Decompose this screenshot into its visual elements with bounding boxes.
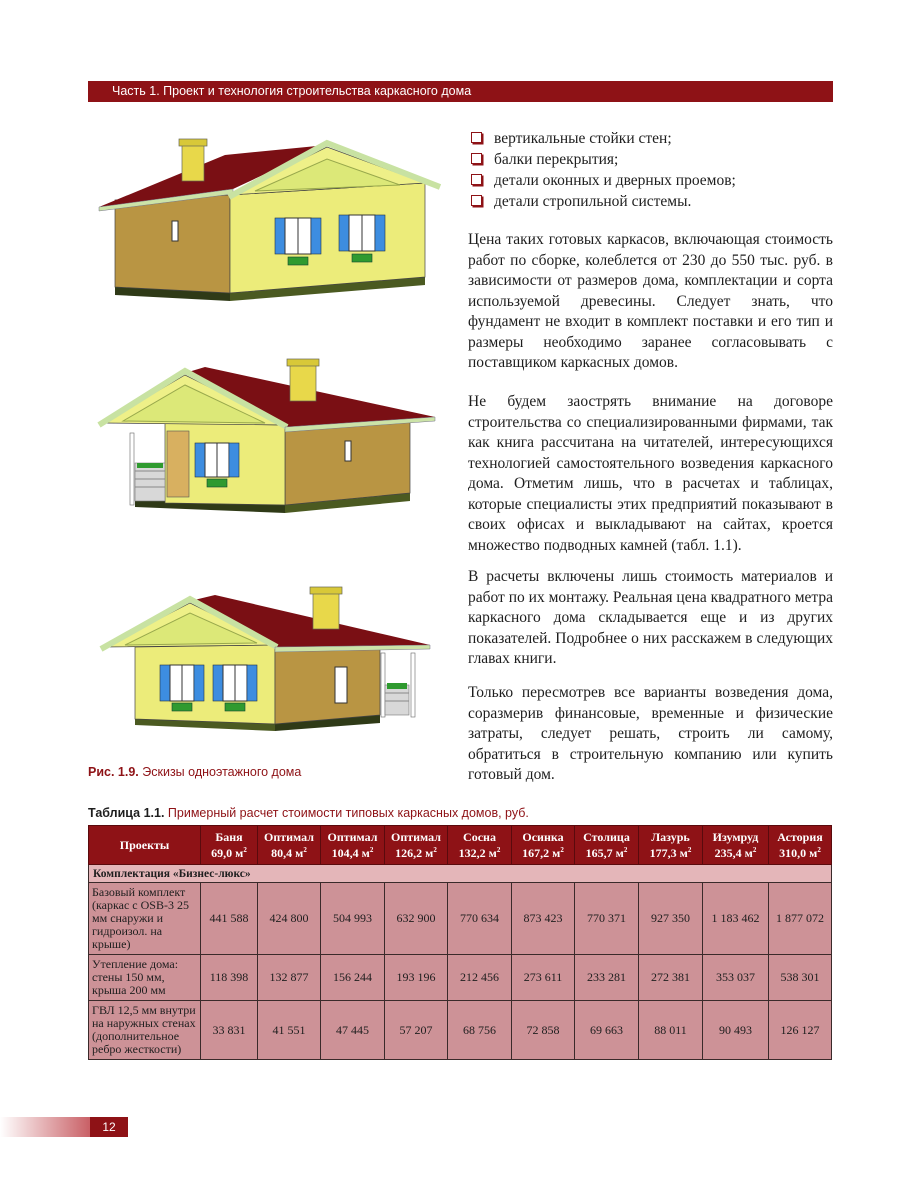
project-area-unit: $м^2$ bbox=[679, 845, 692, 860]
table-header-project bbox=[321, 826, 385, 865]
table-cell: 118 398 bbox=[201, 955, 258, 1001]
table-caption: Таблица 1.1. Примерный расчет стоимости типовых каркасных домов, руб. bbox=[88, 806, 529, 820]
project-area-unit: $м^2$ bbox=[744, 845, 757, 860]
table-cell: 193 196 bbox=[385, 955, 448, 1001]
house-sketch-porch-right bbox=[95, 585, 445, 755]
checkbox-bullet-icon bbox=[471, 132, 482, 143]
list-item: вертикальные стойки стен; bbox=[470, 128, 840, 149]
table-header-project bbox=[512, 826, 575, 865]
list-item: балки перекрытия; bbox=[470, 149, 840, 170]
table-header-project bbox=[258, 826, 321, 865]
table-cell: 69 663 bbox=[575, 1001, 639, 1060]
table-header-row bbox=[89, 826, 832, 865]
figure-caption: Рис. 1.9. Эскизы одноэтажного дома bbox=[88, 765, 302, 779]
table-cell: 873 423 bbox=[512, 883, 575, 955]
table-cell: 1 183 462 bbox=[703, 883, 769, 955]
checkbox-bullet-icon bbox=[471, 195, 482, 206]
project-area: 69,0 bbox=[211, 845, 233, 860]
table-cell: 68 756 bbox=[448, 1001, 512, 1060]
table-cell: 770 371 bbox=[575, 883, 639, 955]
paragraph-price: Цена таких готовых каркасов, включающая стоимость работ по сборке, колеблется от 230 до 550 тыс. руб. в зависимости от размеров дома, комплектации и сорта используемой древесины. Следует знать, что фундамент не входит в комплект поставки и его тип и размеры необходимо заранее согласовывать с поставщиком каркасных домов. bbox=[468, 231, 833, 371]
table-cell: 233 281 bbox=[575, 955, 639, 1001]
table-cell: 41 551 bbox=[258, 1001, 321, 1060]
table-section-row bbox=[89, 865, 832, 883]
table-cell: 632 900 bbox=[385, 883, 448, 955]
project-name: Лазурь bbox=[651, 829, 690, 844]
project-area: 167,2 bbox=[522, 845, 550, 860]
project-area: 80,4 bbox=[271, 845, 293, 860]
table-cell: 212 456 bbox=[448, 955, 512, 1001]
table-row-label: Утепление дома: стены 150 мм, крыша 200 мм bbox=[89, 955, 201, 1001]
table-section-label: Комплектация «Бизнес-люкс» bbox=[89, 865, 832, 883]
project-name: Баня bbox=[215, 829, 243, 844]
project-name: Оптимал bbox=[264, 829, 314, 844]
table-row bbox=[89, 1001, 832, 1060]
table-header-projects: Проекты bbox=[89, 826, 201, 865]
table-cell: 504 993 bbox=[321, 883, 385, 955]
page-number: 12 bbox=[90, 1117, 128, 1137]
house-sketch-porch-left bbox=[95, 355, 445, 535]
table-cell: 1 877 072 bbox=[769, 883, 832, 955]
table-header-project bbox=[575, 826, 639, 865]
project-area-unit: $м^2$ bbox=[295, 845, 307, 860]
project-area: 104,4 bbox=[331, 845, 359, 860]
project-name: Сосна bbox=[463, 829, 496, 844]
table-header-project bbox=[639, 826, 703, 865]
table-cell: 424 800 bbox=[258, 883, 321, 955]
list-item: детали стропильной системы. bbox=[470, 191, 840, 212]
project-area-unit: $м^2$ bbox=[488, 845, 501, 860]
table-cell: 33 831 bbox=[201, 1001, 258, 1060]
footer-gradient bbox=[0, 1117, 90, 1137]
paragraph-contract: Не будем заострять внимание на договоре строительства со специализированными фирмами, так как книга рассчитана на читателей, интересующихся технологией самостоятельного возведения каркасного дома. Отметим лишь, что в расчетах и таблицах, которые специалисты этих предприятий показывают в своих офисах и выкладывают на сайтах, кроется множество подводных камней (табл. 1.1). bbox=[468, 393, 833, 554]
table-cell: 90 493 bbox=[703, 1001, 769, 1060]
project-area-unit: $м^2$ bbox=[361, 845, 374, 860]
project-area-unit: $м^2$ bbox=[425, 845, 437, 860]
checkbox-bullet-icon bbox=[471, 174, 482, 185]
project-name: Астория bbox=[777, 829, 823, 844]
project-area: 165,7 bbox=[585, 845, 613, 860]
table-cell: 441 588 bbox=[201, 883, 258, 955]
table-header-project bbox=[769, 826, 832, 865]
project-area: 132,2 bbox=[458, 845, 486, 860]
project-area: 235,4 bbox=[714, 845, 742, 860]
paragraph-decision: Только пересмотрев все варианты возведения дома, соразмерив финансовые, временные и физические затраты, следует решать, строить ли самому, обратиться в строительную компанию или купить готовый дом. bbox=[468, 684, 833, 783]
table-cell: 57 207 bbox=[385, 1001, 448, 1060]
project-area-unit: $м^2$ bbox=[552, 845, 564, 860]
table-cell: 72 858 bbox=[512, 1001, 575, 1060]
table-header-project bbox=[385, 826, 448, 865]
project-name: Столица bbox=[583, 829, 630, 844]
project-area-unit: $м^2$ bbox=[615, 845, 628, 860]
table-cell: 126 127 bbox=[769, 1001, 832, 1060]
table-cell: 927 350 bbox=[639, 883, 703, 955]
table-header-project bbox=[448, 826, 512, 865]
table-header-project bbox=[201, 826, 258, 865]
cost-table bbox=[88, 825, 832, 1060]
project-name: Оптимал bbox=[391, 829, 441, 844]
project-name: Оптимал bbox=[327, 829, 378, 844]
table-cell: 47 445 bbox=[321, 1001, 385, 1060]
table-cell: 132 877 bbox=[258, 955, 321, 1001]
table-cell: 353 037 bbox=[703, 955, 769, 1001]
list-item: детали оконных и дверных проемов; bbox=[470, 170, 840, 191]
table-cell: 156 244 bbox=[321, 955, 385, 1001]
table-header-project bbox=[703, 826, 769, 865]
table-row bbox=[89, 883, 832, 955]
house-sketch-front bbox=[95, 125, 445, 305]
project-area: 310,0 bbox=[779, 845, 807, 860]
project-area: 126,2 bbox=[395, 845, 423, 860]
project-area: 177,3 bbox=[649, 845, 677, 860]
paragraph-calculation: В расчеты включены лишь стоимость материалов и работ по их монтажу. Реальная цена квадратного метра каркасного дома складывается еще и из других показателей. Подробнее о них расскажем в следующих главах книги. bbox=[468, 568, 833, 667]
bullet-list bbox=[470, 128, 840, 212]
table-row bbox=[89, 955, 832, 1001]
table-cell: 273 611 bbox=[512, 955, 575, 1001]
table-cell: 88 011 bbox=[639, 1001, 703, 1060]
project-name: Изумруд bbox=[712, 829, 759, 844]
table-cell: 272 381 bbox=[639, 955, 703, 1001]
project-area-unit: $м^2$ bbox=[235, 845, 247, 860]
project-name: Осинка bbox=[522, 829, 564, 844]
running-header: Часть 1. Проект и технология строительства каркасного дома bbox=[88, 81, 833, 102]
table-cell: 538 301 bbox=[769, 955, 832, 1001]
table-row-label: Базовый комплект (каркас с OSB-3 25 мм снаружи и гидроизол. на крыше) bbox=[89, 883, 201, 955]
table-row-label: ГВЛ 12,5 мм внутри на наружных стенах (дополнительное ребро жесткости) bbox=[89, 1001, 201, 1060]
project-area-unit: $м^2$ bbox=[809, 845, 821, 860]
checkbox-bullet-icon bbox=[471, 153, 482, 164]
table-cell: 770 634 bbox=[448, 883, 512, 955]
